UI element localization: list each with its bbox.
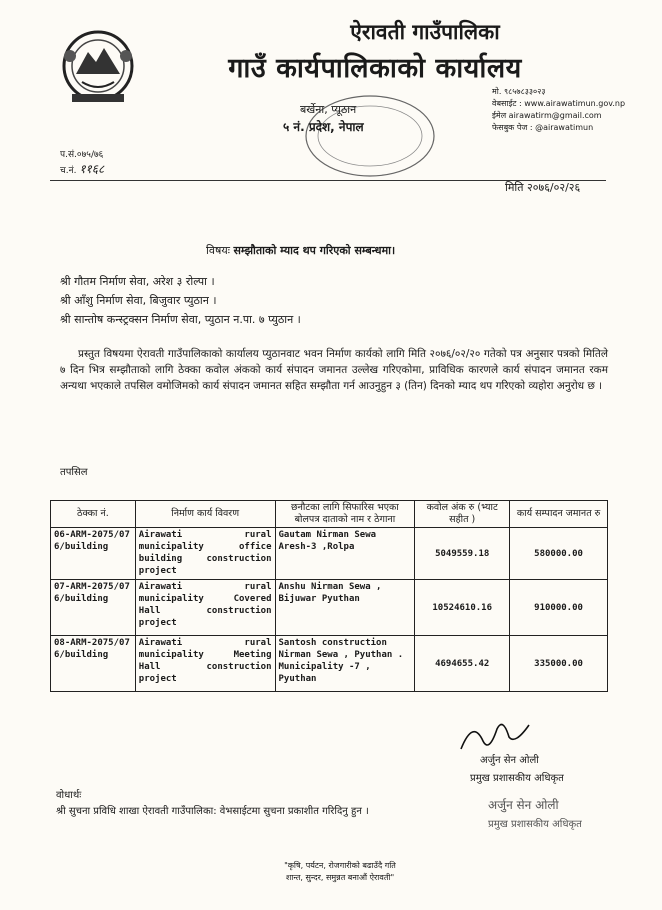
bidder: Santosh construction Nirman Sewa , Pyuthan . Municipality -7 , Pyuthan <box>275 636 415 692</box>
signatory-name: अर्जुन सेन ओली <box>480 755 539 766</box>
footer-slogan <box>240 860 440 884</box>
table-header-row <box>51 501 608 528</box>
table-row <box>51 636 608 692</box>
signatory-title: प्रमुख प्रशासकीय अधिकृत <box>470 773 564 784</box>
bid-amount: 10524610.16 <box>415 580 510 636</box>
contract-no: 08-ARM-2075/076/building <box>51 636 136 692</box>
contact-email: ईमेल airawatirm@gmail.com <box>492 111 602 120</box>
cc-label: वोधार्थः <box>56 790 82 801</box>
bidder: Gautam Nirman Sewa Aresh-3 ,Rolpa <box>275 528 415 580</box>
signature-stamp-title: प्रमुख प्रशासकीय अधिकृत <box>488 819 582 830</box>
bid-amount: 5049559.18 <box>415 528 510 580</box>
bid-amount: 4694655.42 <box>415 636 510 692</box>
col-header: कार्य सम्पादन जमानत रु <box>510 501 608 528</box>
reference-numbers <box>60 148 104 178</box>
location-line1: बर्खेना, प्यूठान <box>300 103 357 116</box>
ps-value: ०७५/७६ <box>76 150 104 160</box>
municipality-name: ऐरावती गाउँपालिका <box>350 19 500 44</box>
letter-date: मिति २०७६/०२/२६ <box>505 181 581 194</box>
col-header: कवोल अंक रु (भ्याट सहीत ) <box>415 501 510 528</box>
recipient: श्री गौतम निर्माण सेवा, अरेश ३ रोल्पा । <box>60 275 215 288</box>
contact-phone: मो. ९८५७८३३०२३ <box>492 87 546 96</box>
body-paragraph: प्रस्तुत विषयमा ऐरावती गाउँपालिकाको कार्यालय प्युठानवाट भवन निर्माण कार्यको लागि मिति २०७६/०२/२० गतेको पत्र अनुसार पत्रको मितिले ७ दिन भित्र सम्झौताको लागि ठेक्का कवोल अंकको कार्य संपादन जमानत उल्लेख गरिएकोमा, प्राविधिक कारणले कार्य संपादन जमानत रकम अन्यथा भएकाले तपसिल वमोजिमको कार्य संपादन जमानत सहित सम्झौता गर्न आउनुहुन ३ (तिन) दिनको म्याद थप गरिएको व्यहोरा अनुरोध छ । <box>60 348 608 392</box>
office-name: गाउँ कार्यपालिकाको कार्यालय <box>228 53 522 84</box>
work-description: Airawati rural municipality Meeting Hall construction project <box>135 636 275 692</box>
recipient: श्री सान्तोष कन्स्ट्रक्सन निर्माण सेवा, प्युठान न.पा. ७ प्युठान । <box>60 313 301 326</box>
subject-label: विषयः <box>206 244 230 257</box>
contract-no: 07-ARM-2075/076/building <box>51 580 136 636</box>
table-row <box>51 580 608 636</box>
ps-label: प.सं. <box>60 150 77 160</box>
contact-facebook: फेसबुक पेज : @airawatimun <box>492 123 594 132</box>
guarantee-amount: 580000.00 <box>510 528 608 580</box>
col-header: छनौटका लागि सिफारिस भएका बोलपत्र दाताको नाम र ठेगाना <box>275 501 415 528</box>
cn-value: ११६८ <box>79 162 105 176</box>
col-header: निर्माण कार्य विवरण <box>135 501 275 528</box>
cn-label: च.नं. <box>60 166 77 176</box>
guarantee-amount: 335000.00 <box>510 636 608 692</box>
work-description: Airawati rural municipality Covered Hall construction project <box>135 580 275 636</box>
signature-stamp-name: अर्जुन सेन ओली <box>488 798 559 812</box>
footer-line2: शान्त, सुन्दर, समुन्नत बनाऔं ऐरावती" <box>285 873 395 882</box>
tapasil-label: तपसिल <box>60 467 88 478</box>
footer-line1: "कृषि, पर्यटन, रोजगारीको बढाउँदै गति <box>284 861 396 870</box>
bidder: Anshu Nirman Sewa , Bijuwar Pyuthan <box>275 580 415 636</box>
col-header: ठेक्का नं. <box>51 501 136 528</box>
recipient: श्री आँशु निर्माण सेवा, बिजुवार प्युठान । <box>60 294 217 307</box>
contract-table <box>50 500 608 692</box>
location-line2: ५ नं. प्रदेश, नेपाल <box>283 120 364 134</box>
subject-line <box>206 243 395 258</box>
cc-line: श्री सुचना प्रविधि शाखा ऐरावती गाउँपालिका: वेभसाईटमा सुचना प्रकाशीत गरिदिनु हुन । <box>56 806 369 817</box>
guarantee-amount: 910000.00 <box>510 580 608 636</box>
subject-text: सम्झौताको म्याद थप गरिएको सम्बन्धमा। <box>233 244 396 257</box>
contact-block <box>492 86 657 134</box>
contract-no: 06-ARM-2075/076/building <box>51 528 136 580</box>
recipients-list <box>60 272 301 329</box>
work-description: Airawati rural municipality office building construction project <box>135 528 275 580</box>
nepal-emblem-icon <box>52 22 144 108</box>
contact-website: वेबसाईट : www.airawatimun.gov.np <box>492 99 626 108</box>
table-row <box>51 528 608 580</box>
